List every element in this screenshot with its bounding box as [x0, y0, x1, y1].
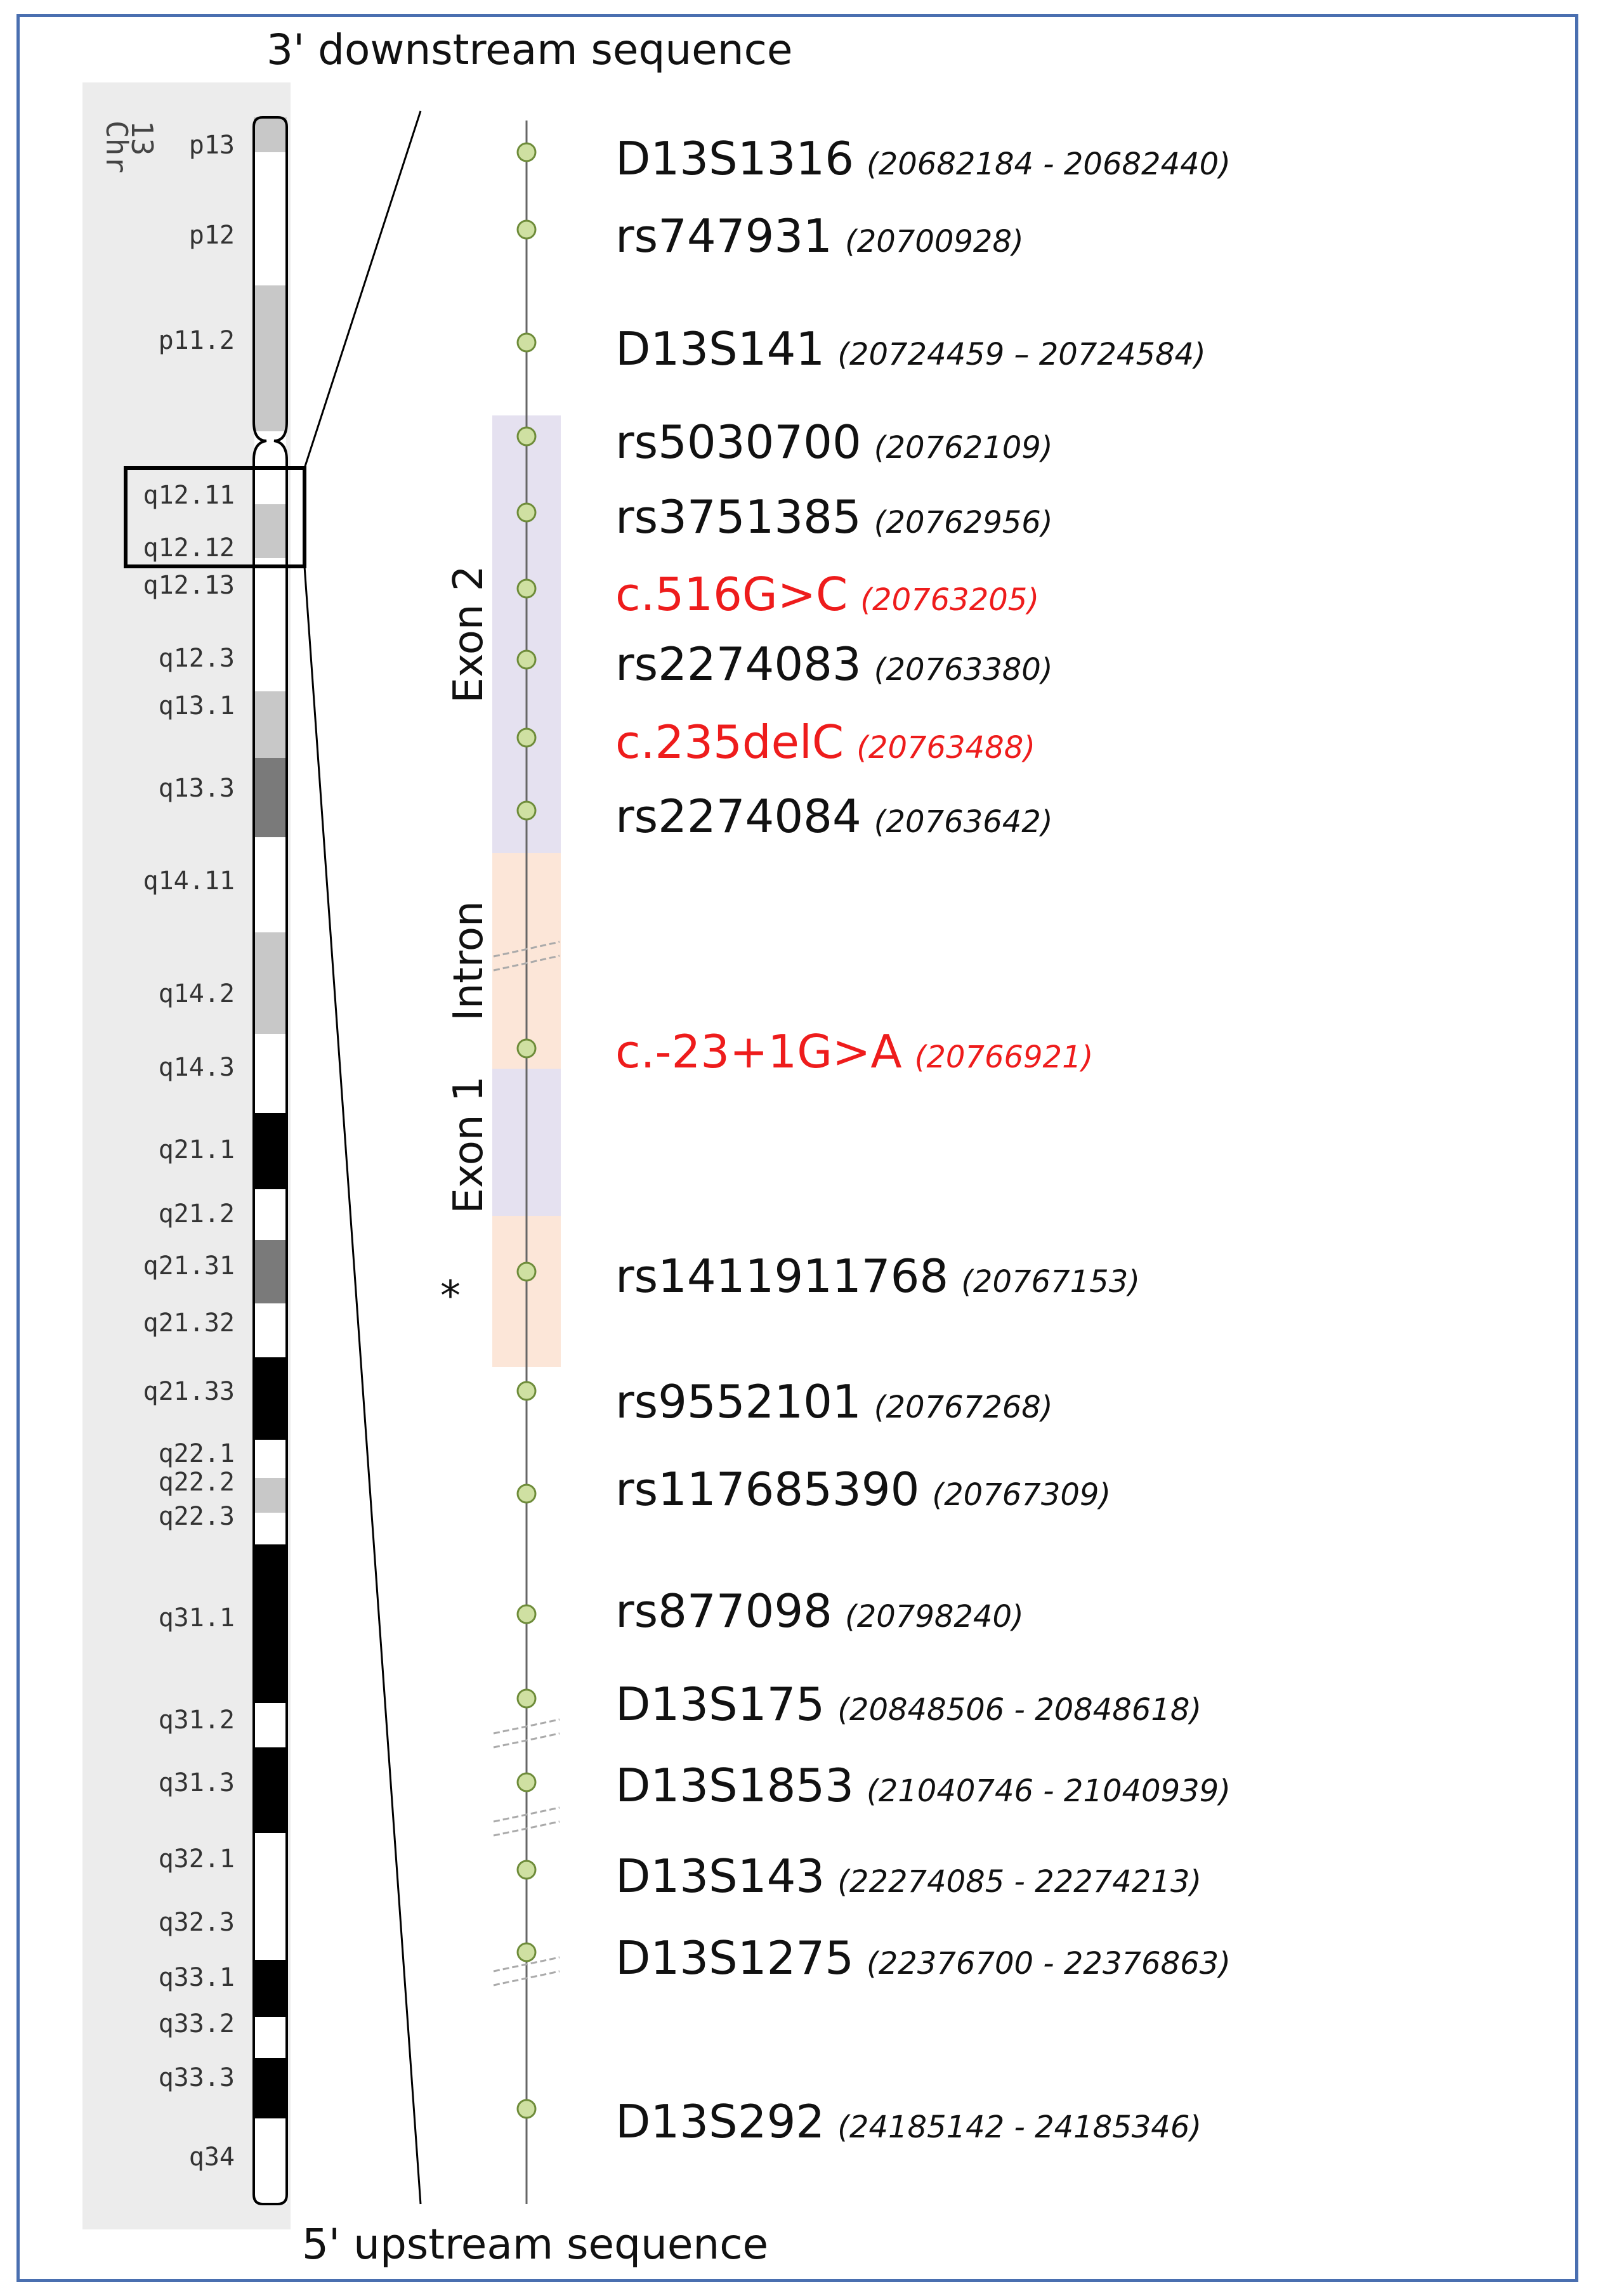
band-label-q32.3: q32.3	[158, 1908, 235, 1937]
marker-position: (24185142 - 24185346)	[837, 2110, 1202, 2145]
zoom-connector-top	[305, 111, 421, 468]
marker-rs747931	[518, 209, 1024, 263]
marker-name: D13S1275	[615, 1931, 854, 1985]
marker-label	[615, 1249, 1140, 1303]
marker-name: c.235delC	[615, 715, 844, 769]
band-label-q21.32: q21.32	[143, 1308, 235, 1338]
marker-rs5030700	[518, 415, 1053, 469]
exon1-label-text: Exon 1	[445, 1076, 492, 1214]
marker-label	[615, 1463, 1111, 1516]
marker-position: (20766921)	[914, 1040, 1094, 1075]
band-p11.2	[254, 285, 287, 431]
marker-dot	[518, 1605, 535, 1623]
marker-name: D13S143	[615, 1849, 825, 1903]
centromere	[254, 431, 286, 450]
marker-dot	[518, 651, 535, 669]
marker-position: (20798240)	[844, 1599, 1024, 1634]
band-label-q12.11: q12.11	[143, 481, 235, 510]
marker-rs2274084	[518, 790, 1053, 843]
marker-position: (20763488)	[856, 730, 1035, 766]
marker-c.235delC	[518, 715, 1035, 769]
chromosome-title-line1: Chr	[100, 121, 134, 174]
band-label-q31.3: q31.3	[158, 1768, 235, 1797]
band-label-q32.1: q32.1	[158, 1844, 235, 1874]
marker-dot	[518, 802, 535, 819]
marker-c.516G>C	[518, 568, 1039, 621]
marker-list	[518, 132, 1231, 2148]
band-q31.3	[254, 1747, 287, 1833]
marker-label	[615, 1931, 1231, 1985]
marker-position: (22274085 - 22274213)	[837, 1864, 1202, 1900]
marker-dot	[518, 2100, 535, 2118]
marker-name: D13S1316	[615, 132, 854, 185]
band-label-p12: p12	[188, 221, 235, 250]
band-q21.2	[254, 1189, 287, 1240]
band-label-q34: q34	[188, 2143, 235, 2172]
marker-c.-23+1G>A	[518, 1025, 1093, 1078]
band-label-q31.1: q31.1	[158, 1603, 235, 1633]
marker-dot	[518, 1773, 535, 1791]
marker-dot	[518, 1943, 535, 1961]
marker-rs3751385	[518, 490, 1053, 544]
marker-position: (20848506 - 20848618)	[837, 1692, 1202, 1728]
top-label: 3' downstream sequence	[266, 25, 793, 74]
band-label-q13.3: q13.3	[158, 774, 235, 803]
band-q13.3	[254, 758, 287, 837]
marker-position: (22376700 - 22376863)	[867, 1946, 1231, 1981]
marker-position: (20682184 - 20682440)	[867, 147, 1231, 182]
marker-label	[615, 1678, 1202, 1731]
band-label-q22.3: q22.3	[158, 1502, 235, 1531]
marker-dot	[518, 1040, 535, 1057]
marker-dot	[518, 1861, 535, 1879]
marker-label	[615, 1584, 1024, 1638]
band-q12.3	[254, 606, 287, 691]
band-p12	[254, 152, 287, 285]
band-label-q33.3: q33.3	[158, 2063, 235, 2092]
band-q22.1	[254, 1440, 287, 1478]
band-q33.1	[254, 1960, 287, 2017]
band-label-q21.31: q21.31	[143, 1251, 235, 1281]
marker-dot	[518, 729, 535, 747]
marker-name: rs747931	[615, 209, 832, 263]
marker-position: (20724459 – 20724584)	[837, 337, 1206, 372]
band-label-q14.2: q14.2	[158, 979, 235, 1008]
marker-D13S1853	[518, 1759, 1231, 1812]
band-q13.1	[254, 691, 287, 758]
band-label-q13.1: q13.1	[158, 691, 235, 721]
band-q21.33	[254, 1357, 287, 1440]
marker-name: rs117685390	[615, 1463, 920, 1516]
marker-position: (20762109)	[874, 430, 1053, 466]
intron-label-text: Intron	[445, 901, 492, 1021]
band-q12.11	[254, 450, 287, 504]
marker-dot	[518, 1263, 535, 1281]
bottom-label: 5' upstream sequence	[302, 2220, 769, 2269]
band-q22.3	[254, 1513, 287, 1544]
marker-label	[615, 322, 1206, 375]
marker-D13S1316	[518, 132, 1231, 185]
band-label-p13: p13	[188, 131, 235, 160]
marker-dot	[518, 1382, 535, 1400]
marker-D13S141	[518, 322, 1206, 375]
band-q31.1	[254, 1544, 287, 1703]
band-q21.32	[254, 1303, 287, 1357]
marker-name: rs9552101	[615, 1375, 861, 1428]
marker-position: (21040746 - 21040939)	[867, 1773, 1231, 1809]
chromosome-title-line2: 13	[125, 121, 159, 156]
exon2-label	[445, 565, 492, 703]
marker-label	[615, 715, 1035, 769]
marker-name: rs1411911768	[615, 1249, 949, 1303]
band-label-p11.2: p11.2	[158, 326, 235, 355]
marker-name: c.516G>C	[615, 568, 848, 621]
band-label-q31.2: q31.2	[158, 1706, 235, 1735]
marker-name: rs3751385	[615, 490, 861, 544]
band-label-q22.1: q22.1	[158, 1439, 235, 1468]
band-q14.11	[254, 837, 287, 932]
marker-rs9552101	[518, 1375, 1053, 1428]
band-label-q12.13: q12.13	[143, 571, 235, 600]
band-label-q21.2: q21.2	[158, 1199, 235, 1229]
marker-name: D13S1853	[615, 1759, 854, 1812]
marker-position: (20763642)	[874, 804, 1053, 840]
band-label-q12.3: q12.3	[158, 644, 235, 673]
marker-label	[615, 790, 1053, 843]
band-q33.3	[254, 2058, 287, 2118]
marker-label	[615, 415, 1053, 469]
marker-position: (20767268)	[874, 1390, 1053, 1425]
marker-rs877098	[518, 1584, 1024, 1638]
band-q34	[254, 2118, 287, 2204]
exon1-label	[445, 1076, 492, 1213]
band-label-q12.12: q12.12	[143, 533, 235, 563]
marker-name: rs877098	[615, 1584, 832, 1638]
band-label-q14.3: q14.3	[158, 1053, 235, 1082]
band-q14.3	[254, 1034, 287, 1113]
marker-position: (20767309)	[932, 1477, 1111, 1513]
band-q21.1	[254, 1113, 287, 1189]
band-label-q22.2: q22.2	[158, 1468, 235, 1497]
band-q14.2	[254, 932, 287, 1034]
marker-name: D13S141	[615, 322, 825, 375]
marker-position: (20763380)	[874, 652, 1053, 688]
marker-rs117685390	[518, 1463, 1111, 1516]
marker-label	[615, 1849, 1202, 1903]
band-label-q33.2: q33.2	[158, 2009, 235, 2038]
marker-label	[615, 132, 1231, 185]
band-label-q21.1: q21.1	[158, 1135, 235, 1164]
marker-label	[615, 637, 1053, 691]
marker-D13S143	[518, 1849, 1202, 1903]
band-label-q14.11: q14.11	[143, 866, 235, 896]
chromosome-ideogram	[254, 117, 287, 2204]
marker-dot	[518, 580, 535, 597]
marker-name: c.-23+1G>A	[615, 1025, 902, 1078]
marker-dot	[518, 221, 535, 238]
band-q22.2	[254, 1478, 287, 1513]
marker-position: (20767153)	[961, 1264, 1140, 1300]
marker-label	[615, 209, 1024, 263]
zoom-connector-bottom	[305, 566, 421, 2204]
marker-dot	[518, 334, 535, 351]
band-q31.2	[254, 1703, 287, 1747]
marker-name: rs2274084	[615, 790, 861, 843]
marker-dot	[518, 1485, 535, 1503]
marker-dot	[518, 427, 535, 445]
intron-label	[445, 901, 492, 1021]
marker-position: (20763205)	[860, 582, 1040, 618]
marker-label	[615, 1375, 1053, 1428]
band-q32.1	[254, 1833, 287, 1903]
marker-dot	[518, 1690, 535, 1707]
marker-label	[615, 568, 1039, 621]
band-q32.3	[254, 1903, 287, 1960]
marker-name: rs5030700	[615, 415, 861, 469]
band-label-q21.33: q21.33	[143, 1377, 235, 1406]
band-p13	[254, 117, 287, 152]
band-q21.31	[254, 1240, 287, 1303]
marker-D13S292	[518, 2095, 1202, 2148]
exon2-label-text: Exon 2	[445, 565, 492, 703]
marker-name: rs2274083	[615, 637, 861, 691]
marker-dot	[518, 504, 535, 521]
band-q12.12	[254, 504, 287, 558]
marker-rs1411911768	[518, 1249, 1140, 1303]
band-label-q33.1: q33.1	[158, 1963, 235, 1992]
marker-label	[615, 2095, 1202, 2148]
marker-position: (20762956)	[874, 505, 1053, 540]
marker-rs2274083	[518, 637, 1053, 691]
marker-label	[615, 1025, 1093, 1078]
band-q33.2	[254, 2017, 287, 2058]
marker-position: (20700928)	[844, 224, 1024, 259]
marker-dot	[518, 143, 535, 161]
marker-label	[615, 1759, 1231, 1812]
utr-star-label: *	[440, 1273, 461, 1320]
marker-D13S175	[518, 1678, 1202, 1731]
marker-name: D13S292	[615, 2095, 825, 2148]
marker-label	[615, 490, 1053, 544]
marker-name: D13S175	[615, 1678, 825, 1731]
marker-D13S1275	[518, 1931, 1231, 1985]
